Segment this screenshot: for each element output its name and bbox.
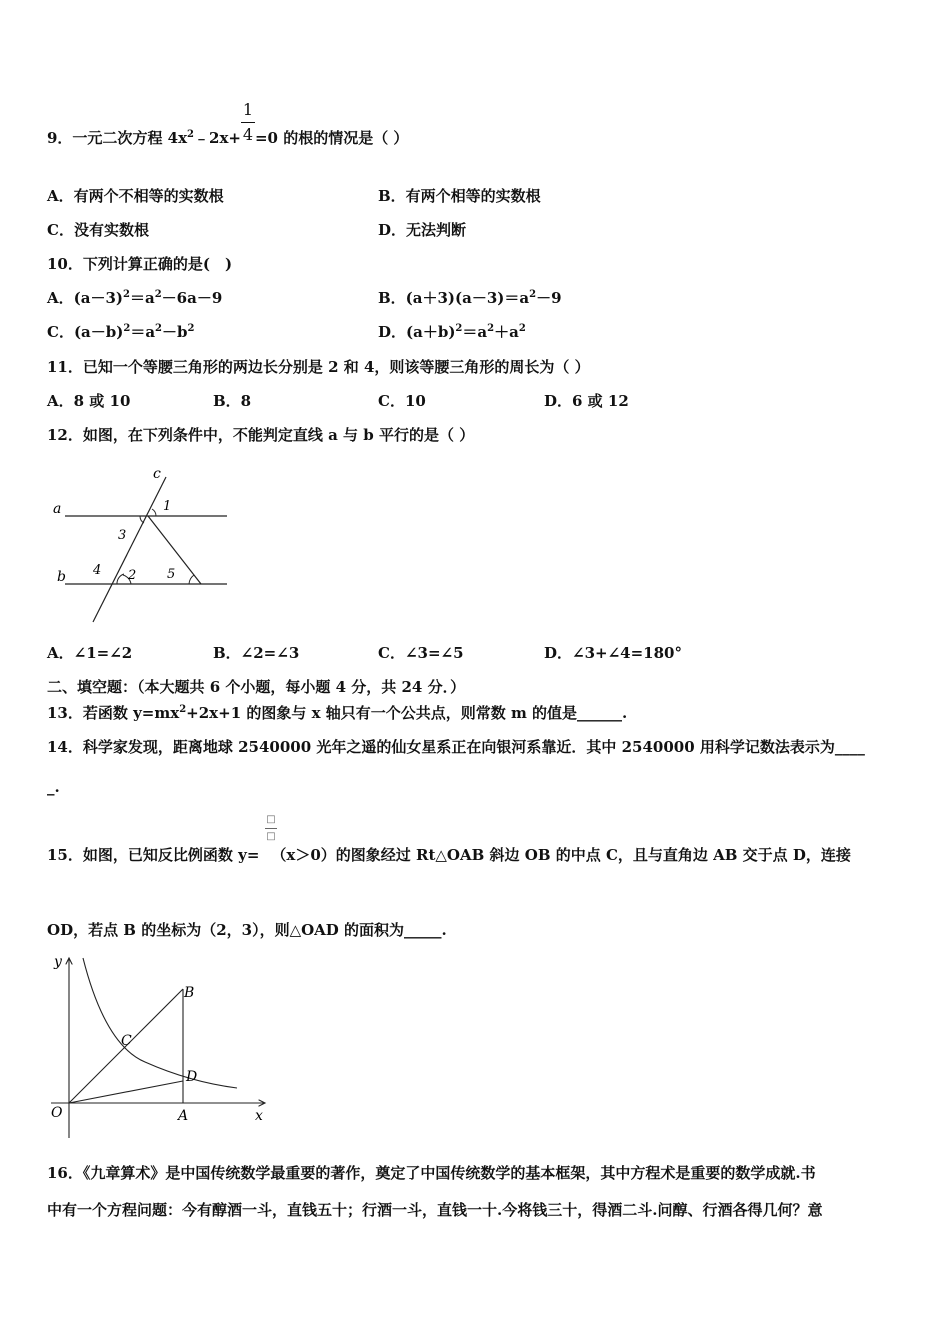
exponent: 2 xyxy=(455,323,463,334)
q12-option-c: C．∠3=∠5 xyxy=(378,644,464,662)
q10-a-post: ＝a xyxy=(129,289,155,307)
q9-stem-mid: ﹣2x+ xyxy=(194,129,241,147)
q12-parallel-lines-figure xyxy=(45,463,245,623)
fraction-bar xyxy=(265,828,277,829)
q12-stem: 12．如图，在下列条件中，不能判定直线 a 与 b 平行的是（ ） xyxy=(47,426,475,444)
q15-line-1-pre: 15．如图，已知反比例函数 y= xyxy=(47,846,260,864)
line-c xyxy=(93,477,166,622)
q10-stem: 10．下列计算正确的是( ) xyxy=(47,255,233,273)
exponent: 2 xyxy=(187,129,195,140)
q15-fraction-numerator: □ xyxy=(266,814,276,825)
label-angle-5: 5 xyxy=(167,567,176,582)
q9-stem xyxy=(47,128,408,148)
q15-line-1 xyxy=(47,845,851,865)
label-B: B xyxy=(184,985,195,1001)
exponent: 2 xyxy=(529,289,537,300)
q10-option-a xyxy=(47,288,222,308)
q15-line-1-post: （x＞0）的图象经过 Rt△OAB 斜边 OB 的中点 C，且与直角边 AB 交于点 D，连接 xyxy=(271,846,851,864)
q12-option-d: D．∠3+∠4=180° xyxy=(544,644,682,662)
q10-option-b xyxy=(378,288,562,308)
q10-a-tail: －6a－9 xyxy=(161,289,223,307)
q15-line-2: OD，若点 B 的坐标为（2，3），则△OAD 的面积为_____. xyxy=(47,921,447,939)
q10-c-mid: ＝a xyxy=(130,323,156,341)
label-a: a xyxy=(53,501,62,517)
label-angle-2: 2 xyxy=(128,568,137,583)
exponent: 2 xyxy=(179,704,187,715)
q10-d-pre: D．(a＋b) xyxy=(378,323,456,341)
exponent: 2 xyxy=(123,289,130,300)
q14-line-2: _. xyxy=(47,778,60,796)
q9-stem-pre: 9．一元二次方程 4x xyxy=(47,129,188,147)
label-O: O xyxy=(51,1105,63,1121)
segment-OD xyxy=(69,1081,183,1103)
label-angle-3: 3 xyxy=(118,528,127,543)
q10-option-c xyxy=(47,322,194,342)
q9-option-d: D．无法判断 xyxy=(378,221,467,239)
fraction-bar xyxy=(241,122,255,123)
q16-line-2: 中有一个方程问题：今有醇酒一斗，直钱五十；行酒一斗，直钱一十.今将钱三十，得酒二斗.问醇、行酒各得几何？意 xyxy=(47,1201,823,1219)
exponent: 2 xyxy=(123,323,131,334)
q10-d-mid2: ＋a xyxy=(494,323,519,341)
q10-c-pre: C．(a－b) xyxy=(47,323,124,341)
q13-pre: 13．若函数 y=mx xyxy=(47,704,180,722)
q12-option-a: A．∠1=∠2 xyxy=(47,644,133,662)
exponent: 2 xyxy=(487,323,495,334)
q9-fraction-numerator: 1 xyxy=(242,100,254,119)
label-angle-4: 4 xyxy=(93,563,102,578)
q11-option-a: A．8 或 10 xyxy=(47,392,131,410)
q11-option-b: B．8 xyxy=(213,392,252,410)
exponent: 2 xyxy=(518,323,526,334)
section-2-heading: 二、填空题：（本大题共 6 个小题，每小题 4 分，共 24 分．） xyxy=(47,678,466,696)
q9-fraction-denominator: 4 xyxy=(242,125,254,144)
label-y: y xyxy=(54,954,62,970)
exponent: 2 xyxy=(154,289,162,300)
q11-stem: 11．已知一个等腰三角形的两边长分别是 2 和 4，则该等腰三角形的周长为（ ） xyxy=(47,358,590,376)
label-A: A xyxy=(178,1108,189,1124)
label-C: C xyxy=(121,1033,132,1049)
q12-option-b: B．∠2=∠3 xyxy=(213,644,300,662)
q9-option-a: A．有两个不相等的实数根 xyxy=(47,187,224,205)
label-D: D xyxy=(186,1069,198,1085)
q15-fraction-denominator: □ xyxy=(266,831,276,842)
q11-option-c: C．10 xyxy=(378,392,426,410)
q10-b-text: B．(a＋3)(a－3)＝a xyxy=(378,289,530,307)
q13-post: +2x+1 的图象与 x 轴只有一个公共点，则常数 m 的值是______. xyxy=(186,704,628,722)
q15-fraction xyxy=(265,813,277,844)
q13-stem xyxy=(47,703,627,723)
exponent: 2 xyxy=(155,323,163,334)
label-b: b xyxy=(57,569,66,585)
q15-coordinate-figure xyxy=(45,950,275,1140)
q9-option-c: C．没有实数根 xyxy=(47,221,149,239)
q14-line-1: 14．科学家发现，距离地球 2540000 光年之遥的仙女星系正在向银河系靠近．其中 2540000 用科学记数法表示为____ xyxy=(47,738,865,756)
q10-c-mid2: －b xyxy=(162,323,188,341)
q10-option-d xyxy=(378,322,526,342)
q10-a-pre: A．(a－3) xyxy=(47,289,123,307)
q16-line-1: 16．《九章算术》是中国传统数学最重要的著作，奠定了中国传统数学的基本框架，其中方程术是重要的数学成就.书 xyxy=(47,1164,816,1182)
q9-option-b: B．有两个相等的实数根 xyxy=(378,187,541,205)
q9-stem-post: =0 的根的情况是（ ） xyxy=(254,129,409,147)
exponent: 2 xyxy=(187,323,195,334)
q10-b-tail: －9 xyxy=(536,289,562,307)
label-angle-1: 1 xyxy=(163,499,172,514)
angle-1-arc xyxy=(152,509,156,516)
q11-option-d: D．6 或 12 xyxy=(544,392,629,410)
hyperbola-curve xyxy=(83,958,237,1088)
q10-d-mid: ＝a xyxy=(462,323,488,341)
label-x: x xyxy=(255,1108,263,1124)
label-c: c xyxy=(153,466,161,482)
angle-5-arc xyxy=(189,575,194,584)
